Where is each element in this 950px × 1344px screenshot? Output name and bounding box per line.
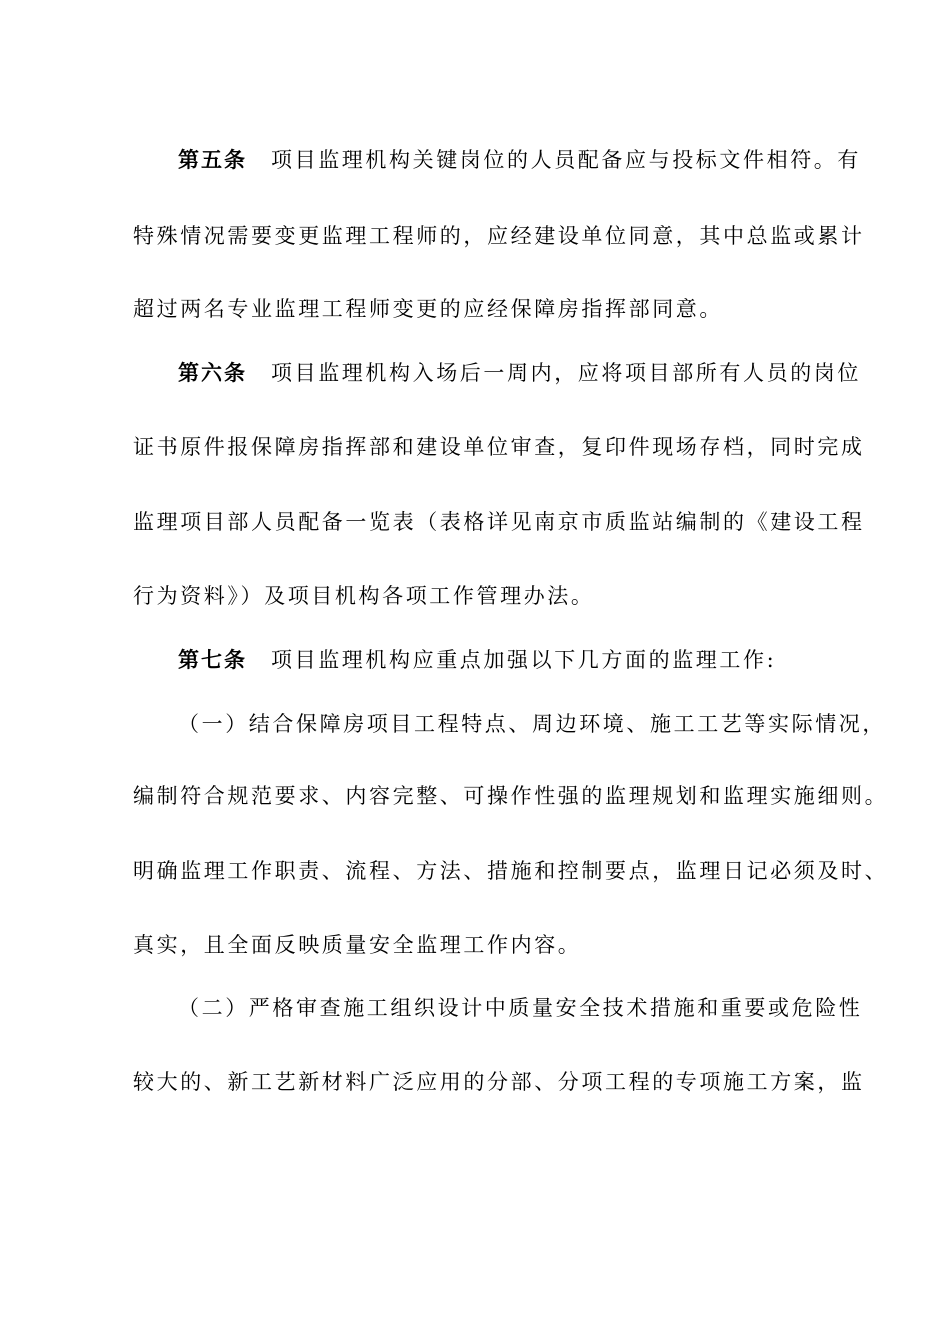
- article5-line-3: 超过两名专业监理工程师变更的应经保障房指挥部同意。: [133, 297, 723, 321]
- article5-text: 项目监理机构关键岗位的人员配备应与投标文件相符。有: [271, 148, 861, 172]
- item1-line-3: 明确监理工作职责、流程、方法、措施和控制要点，监理日记必须及时、: [133, 859, 889, 883]
- article6-line-2: 证书原件报保障房指挥部和建设单位审查，复印件现场存档，同时完成: [133, 435, 865, 459]
- article6-heading: 第六条: [178, 360, 247, 385]
- article6-line-3: 监理项目部人员配备一览表（表格详见南京市质监站编制的《建设工程: [133, 510, 865, 534]
- article6-line-4: 行为资料》）及项目机构各项工作管理办法。: [133, 584, 595, 608]
- article7-line-1: [178, 645, 833, 675]
- article7-text: 项目监理机构应重点加强以下几方面的监理工作:: [271, 648, 777, 672]
- article5-heading: 第五条: [178, 147, 247, 172]
- item2-line-2: 较大的、新工艺新材料广泛应用的分部、分项工程的专项施工方案，监: [133, 1070, 865, 1094]
- item1-line-1: （一）结合保障房项目工程特点、周边环境、施工工艺等实际情况，: [178, 712, 886, 736]
- article6-line-1: [178, 358, 861, 388]
- item1-line-2: 编制符合规范要求、内容完整、可操作性强的监理规划和监理实施细则。: [133, 784, 889, 808]
- article5-line-1: [178, 145, 861, 175]
- item1-line-4: 真实，且全面反映质量安全监理工作内容。: [133, 933, 582, 957]
- article6-text: 项目监理机构入场后一周内，应将项目部所有人员的岗位: [271, 361, 861, 385]
- article7-heading: 第七条: [178, 647, 247, 672]
- article5-line-2: 特殊情况需要变更监理工程师的，应经建设单位同意，其中总监或累计: [133, 224, 865, 248]
- item2-line-1: （二）严格审查施工组织设计中质量安全技术措施和重要或危险性: [178, 996, 863, 1020]
